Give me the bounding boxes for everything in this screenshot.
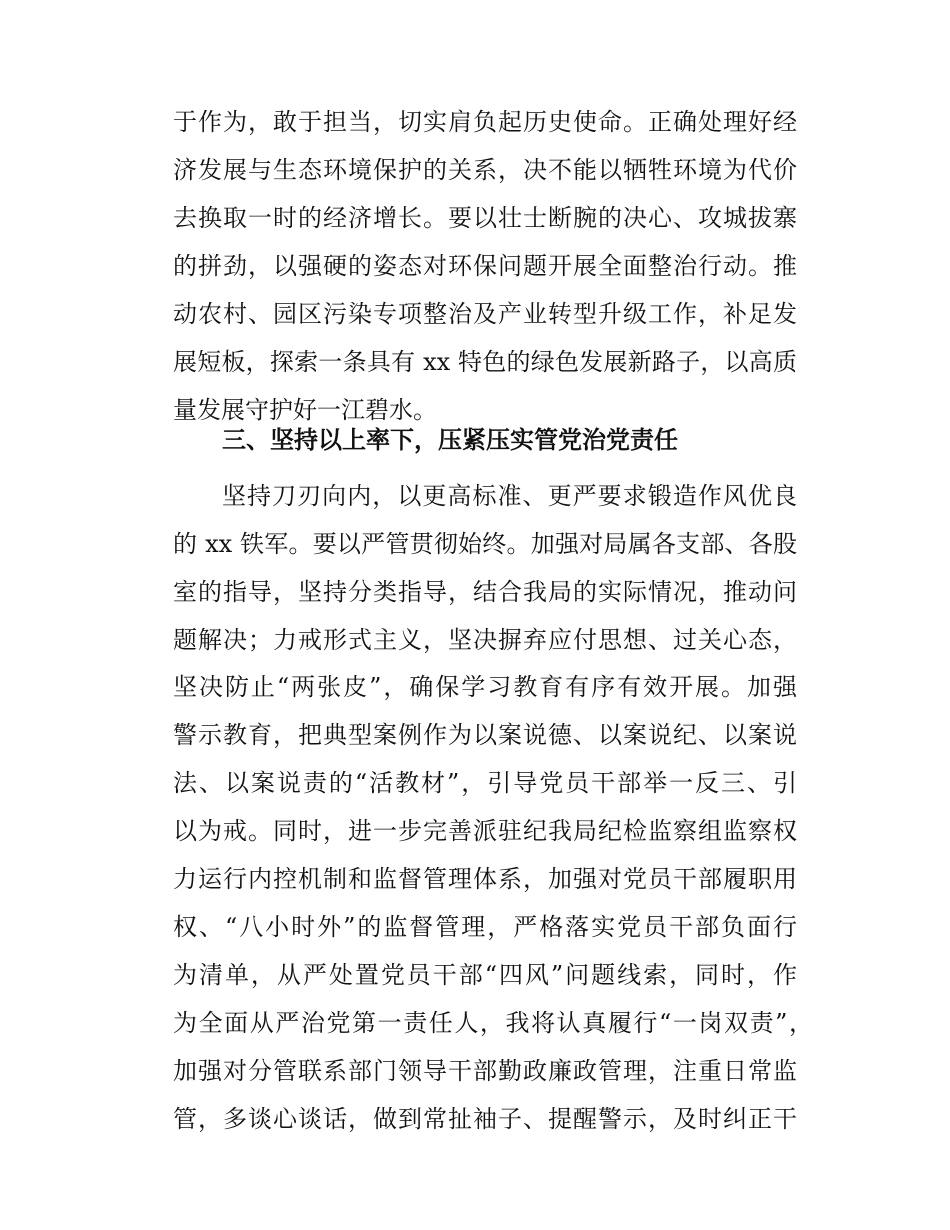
text-line: 量发展守护好一江碧水。	[173, 396, 437, 424]
text-line: 法、以案说责的“活教材”，引导党员干部举一反三、引	[173, 769, 797, 797]
text-line: 力运行内控机制和监督管理体系，加强对党员干部履职用	[173, 865, 797, 893]
text-line: 管，多谈心谈话，做到常扯袖子、提醒警示，及时纠正干	[173, 1105, 797, 1133]
text-line: 的 xx 铁军。要以严管贯彻始终。加强对局属各支部、各股	[173, 530, 797, 558]
text-line: 济发展与生态环境保护的关系，决不能以牺牲环境为代价	[173, 156, 797, 184]
text-line: 于作为，敢于担当，切实肩负起历史使命。正确处理好经	[173, 108, 797, 136]
text-line: 加强对分管联系部门领导干部勤政廉政管理，注重日常监	[173, 1057, 797, 1085]
text-line: 坚决防止“两张皮”，确保学习教育有序有效开展。加强	[173, 673, 797, 701]
text-line: 的拼劲，以强硬的姿态对环保问题开展全面整治行动。推	[173, 252, 797, 280]
text-line: 警示教育，把典型案例作为以案说德、以案说纪、以案说	[173, 721, 797, 749]
text-line: 为清单，从严处置党员干部“四风”问题线索，同时，作	[173, 961, 797, 989]
text-line: 权、“八小时外”的监督管理，严格落实党员干部负面行	[173, 913, 797, 941]
text-line: 动农村、园区污染专项整治及产业转型升级工作，补足发	[173, 300, 797, 328]
text-line: 展短板，探索一条具有 xx 特色的绿色发展新路子，以高质	[173, 348, 797, 376]
text-line: 为全面从严治党第一责任人，我将认真履行“一岗双责”，	[173, 1009, 813, 1037]
section-heading: 三、坚持以上率下，压紧压实管党治党责任	[222, 426, 678, 454]
text-line: 坚持刀刃向内，以更高标准、更严要求锻造作风优良	[222, 482, 797, 510]
text-line: 以为戒。同时，进一步完善派驻纪我局纪检监察组监察权	[173, 817, 797, 845]
text-line: 题解决；力戒形式主义，坚决摒弃应付思想、过关心态，	[173, 626, 797, 654]
text-line: 室的指导，坚持分类指导，结合我局的实际情况，推动问	[173, 578, 797, 606]
text-line: 去换取一时的经济增长。要以壮士断腕的决心、攻城拔寨	[173, 204, 797, 232]
